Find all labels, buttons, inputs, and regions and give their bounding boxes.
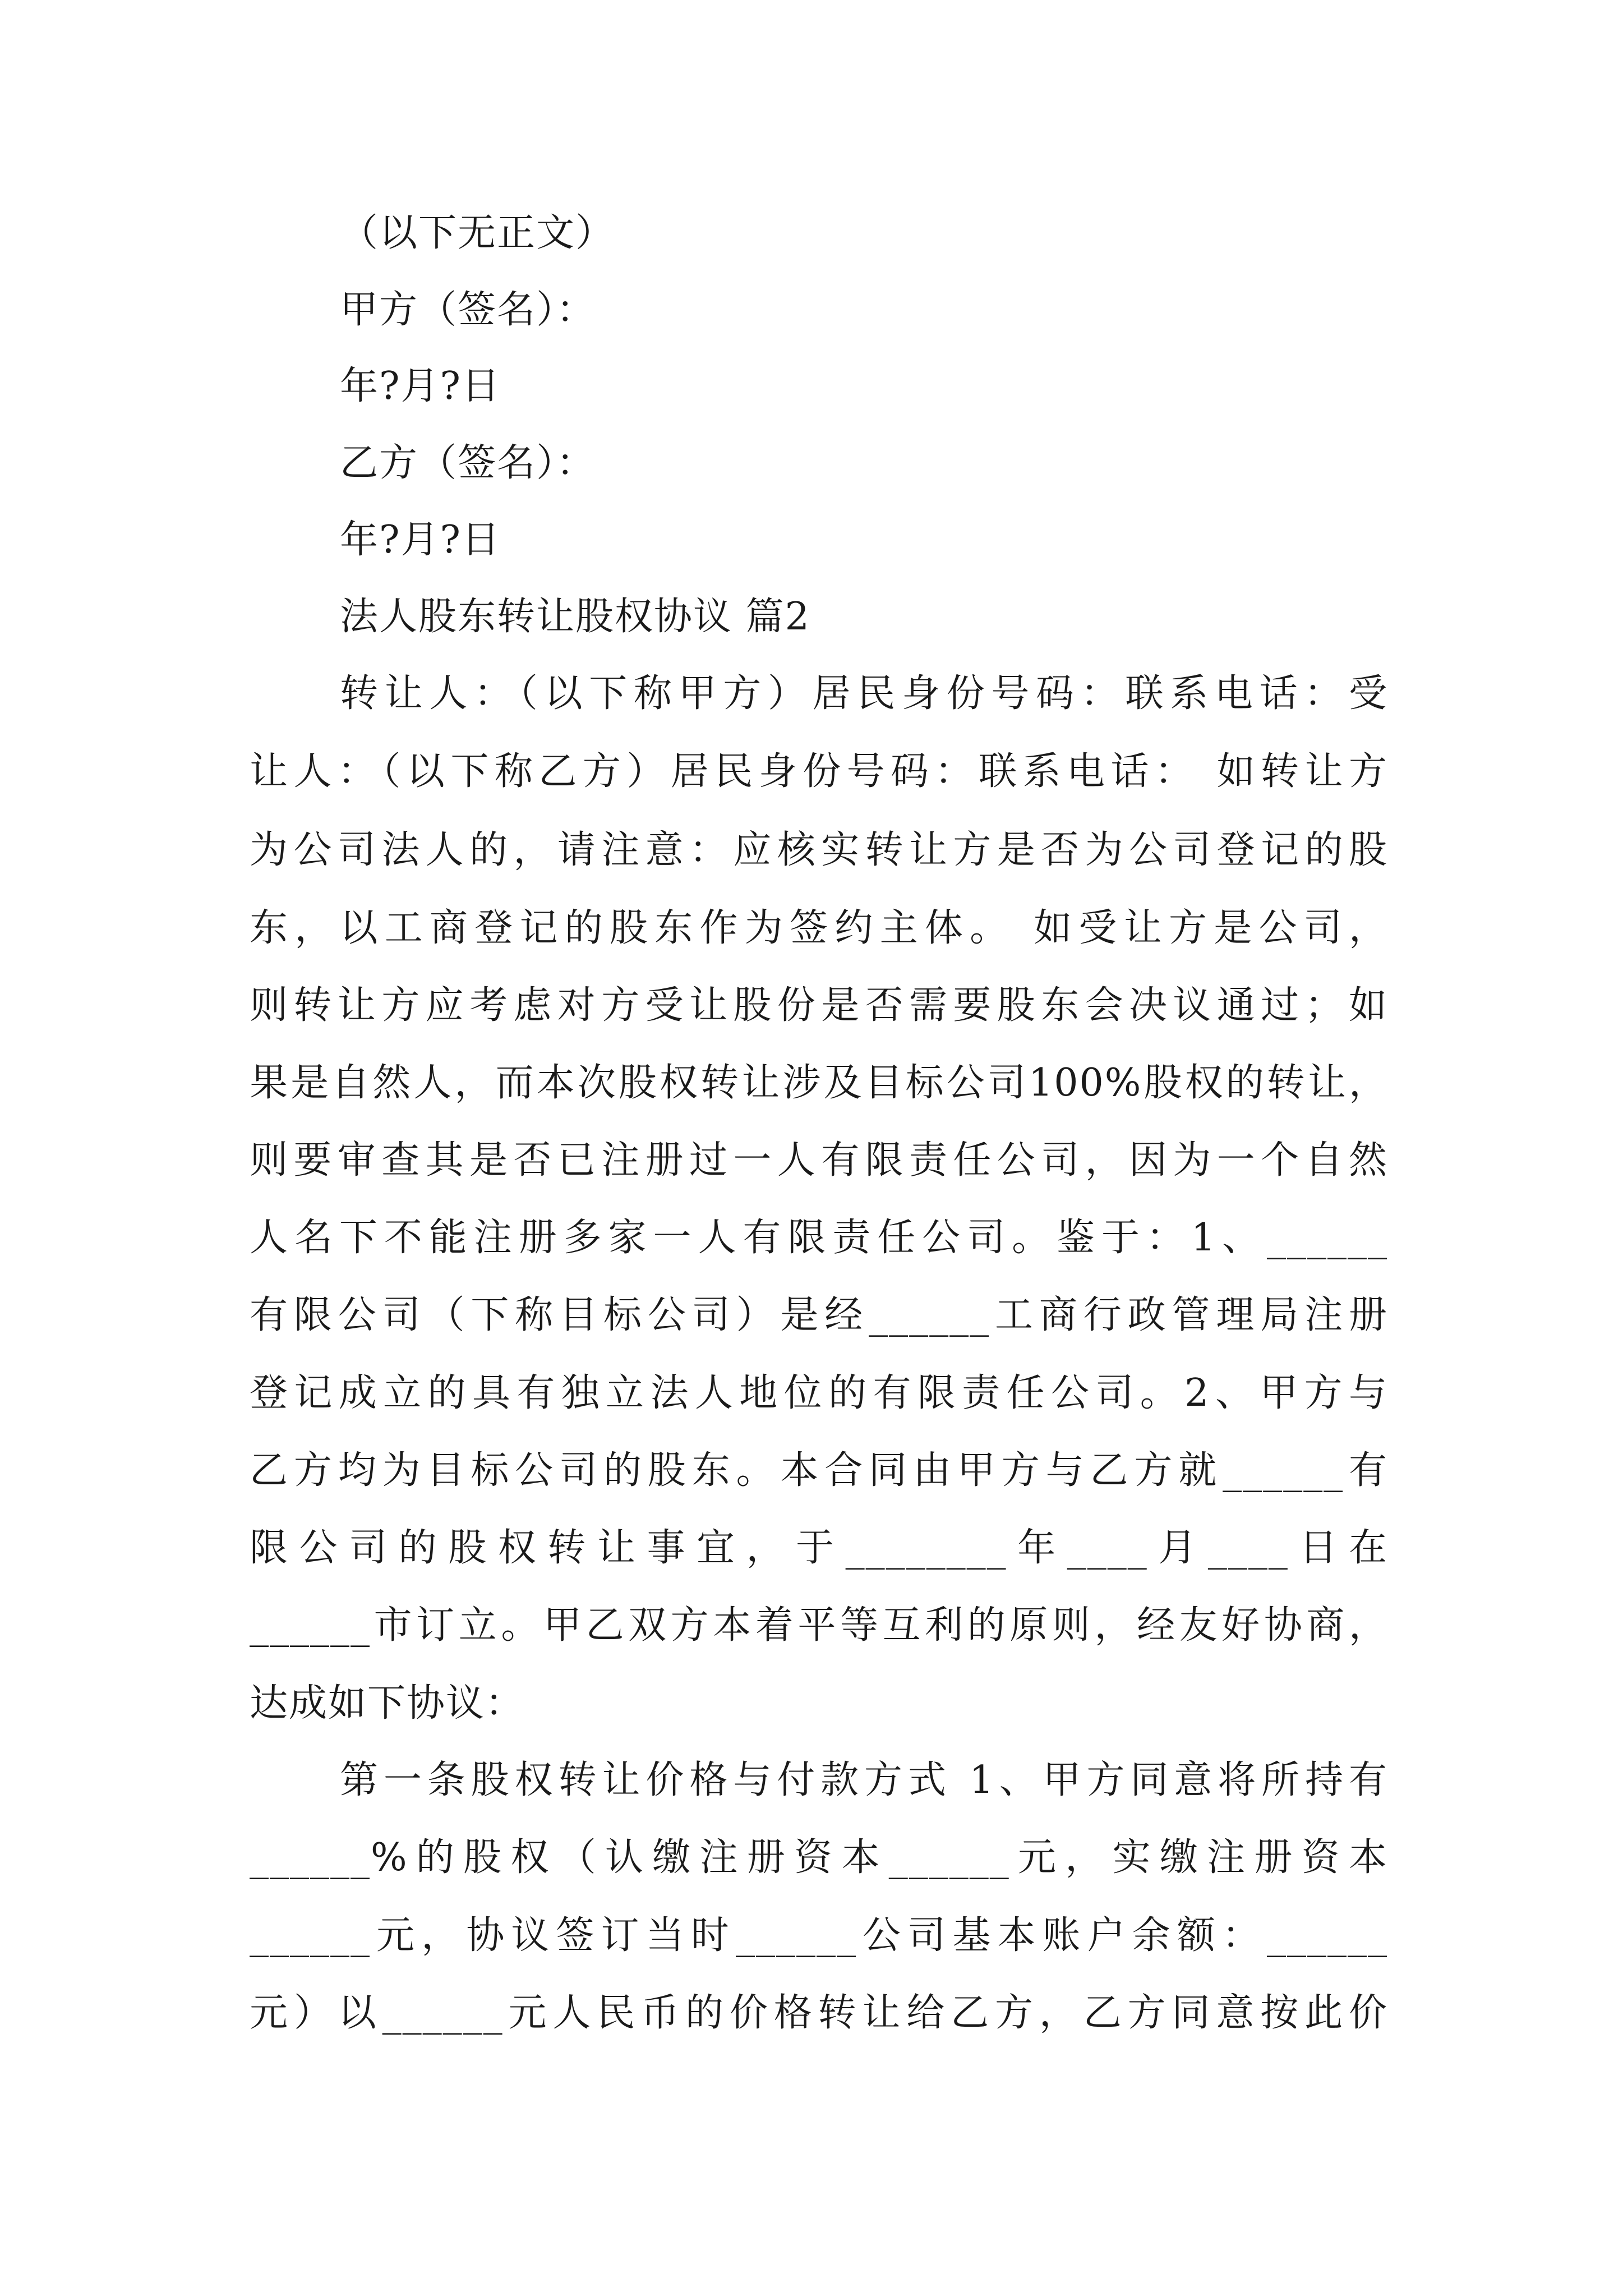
paragraph-line: 元）以______元人民币的价格转让给乙方，乙方同意按此价 — [250, 1991, 1388, 2035]
party-a-date-label: 年?月?日 — [340, 364, 501, 408]
paragraph-line: 东，以工商登记的股东作为签约主体。 如受让方是公司， — [250, 906, 1388, 950]
party-a-signature-label: 甲方（签名）： — [340, 288, 596, 332]
paragraph-line: 则要审查其是否已注册过一人有限责任公司，因为一个自然 — [250, 1138, 1388, 1182]
paragraph-line: 为公司法人的，请注意：应核实转让方是否为公司登记的股 — [250, 828, 1388, 872]
paragraph-line: 果是自然人，而本次股权转让涉及目标公司100%股权的转让， — [250, 1061, 1388, 1105]
party-b-signature-label: 乙方（签名）： — [340, 441, 596, 485]
no-text-below-note: （以下无正文） — [340, 211, 615, 255]
paragraph-line: 登记成立的具有独立法人地位的有限责任公司。2、甲方与 — [250, 1371, 1388, 1415]
paragraph-line: ______元，协议签订当时______公司基本账户余额：______ — [250, 1913, 1388, 1958]
section-heading: 法人股东转让股权协议 篇2 — [340, 595, 810, 639]
paragraph-line: ______%的股权（认缴注册资本______元，实缴注册资本 — [250, 1835, 1388, 1880]
paragraph-line: 人名下不能注册多家一人有限责任公司。鉴于：1、______ — [250, 1216, 1388, 1260]
paragraph-line: 让人：（以下称乙方）居民身份号码：联系电话： 如转让方 — [250, 749, 1388, 794]
paragraph-line: ______市订立。甲乙双方本着平等互利的原则，经友好协商， — [250, 1603, 1388, 1648]
paragraph-line: 乙方均为目标公司的股东。本合同由甲方与乙方就______有 — [250, 1448, 1388, 1493]
party-b-date-label: 年?月?日 — [340, 518, 501, 562]
paragraph-line: 达成如下协议： — [250, 1681, 525, 1726]
paragraph-line: 转让人：（以下称甲方）居民身份号码：联系电话：受 — [340, 671, 1388, 716]
paragraph-line: 限公司的股权转让事宜，于________年____月____日在 — [250, 1526, 1388, 1570]
paragraph-line: 则转让方应考虑对方受让股份是否需要股东会决议通过；如 — [250, 983, 1388, 1028]
paragraph-line: 有限公司（下称目标公司）是经______工商行政管理局注册 — [250, 1293, 1388, 1337]
paragraph-line: 第一条股权转让价格与付款方式 1、甲方同意将所持有 — [340, 1758, 1388, 1802]
